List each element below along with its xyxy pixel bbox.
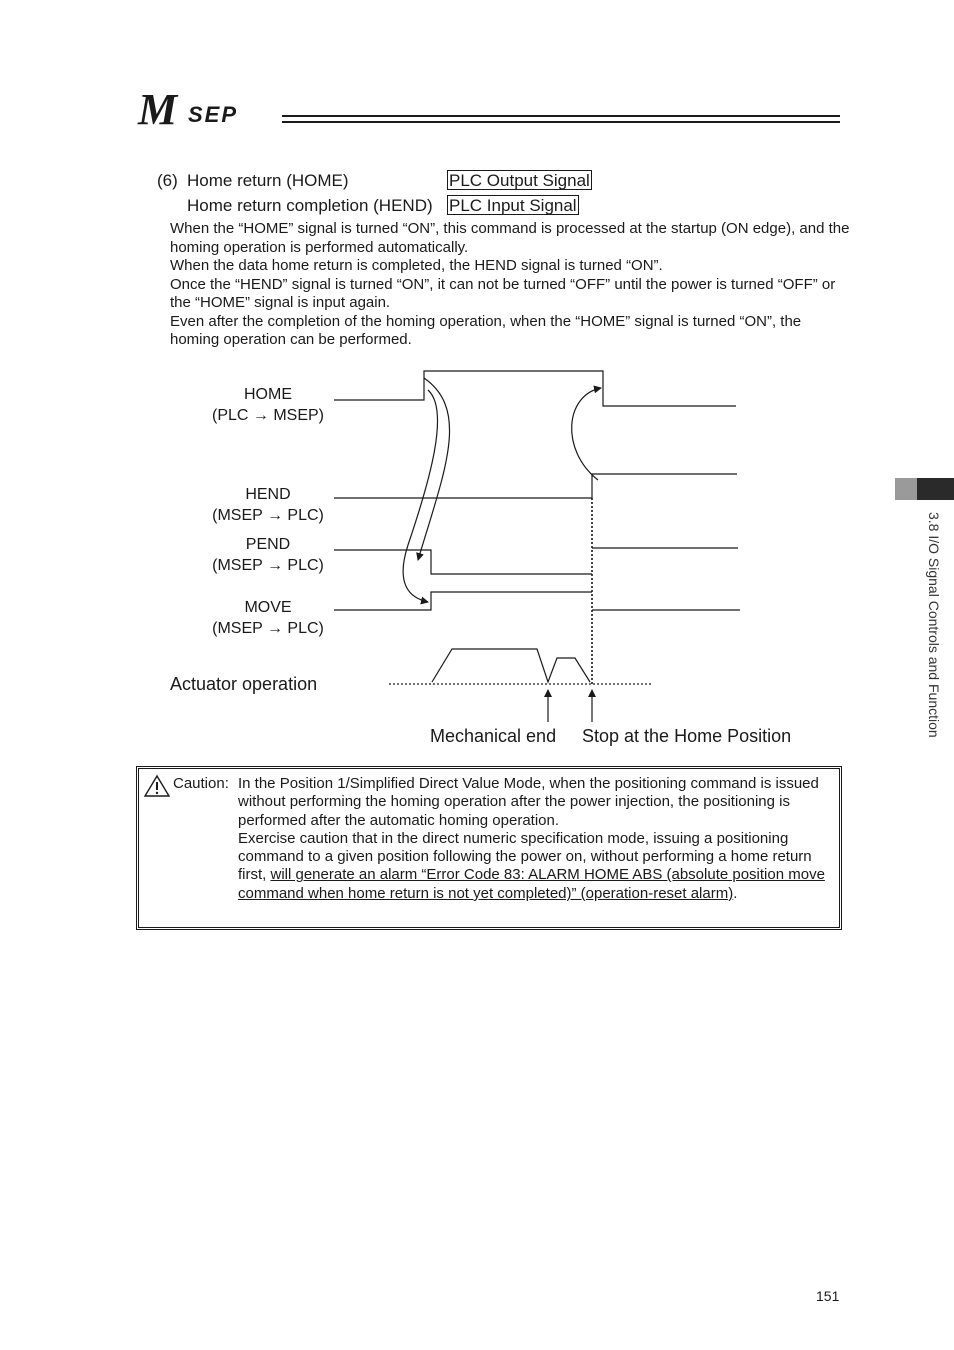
caution-paragraph-1: In the Position 1/Simplified Direct Value Mode, when the positioning command is issued without performing the homing operation after the power injection, the positioning is performed after the automatic homing operation. bbox=[238, 775, 819, 829]
signal-home-dir: (PLC → MSEP) bbox=[211, 406, 324, 424]
section-hend-label: Home return completion (HEND) bbox=[187, 196, 433, 215]
logo-m: M bbox=[138, 85, 176, 134]
side-tab-label: 3.8 I/O Signal Controls and Function bbox=[926, 512, 942, 738]
actuator-operation-label: Actuator operation bbox=[170, 674, 318, 694]
plc-output-signal-badge: PLC Output Signal bbox=[449, 171, 590, 190]
description-line-1: When the “HOME” signal is turned “ON”, this command is processed at the startup (ON edge), and the homing operation is performed automatically. bbox=[170, 220, 850, 256]
signal-hend-name: HEND bbox=[245, 486, 291, 503]
signal-move-name: MOVE bbox=[244, 599, 292, 616]
signal-pend-name: PEND bbox=[245, 536, 291, 553]
description-line-2: When the data home return is completed, the HEND signal is turned “ON”. bbox=[170, 257, 663, 274]
caution-paragraph-2-plain: Exercise caution that in the direct numeric specification mode, issuing a positioning command to a given position following the power on, without performing a home return first, bbox=[238, 829, 812, 884]
hend-to-home-arrow bbox=[572, 388, 601, 480]
actuator-profile bbox=[432, 649, 590, 682]
caution-paragraph-2 bbox=[238, 830, 833, 903]
signal-move-dir: (MSEP → PLC) bbox=[212, 619, 324, 637]
mechanical-end-label: Mechanical end bbox=[430, 726, 557, 746]
home-to-move-arrow bbox=[403, 390, 437, 602]
signal-home-name: HOME bbox=[244, 386, 292, 403]
warning-icon bbox=[143, 774, 171, 798]
home-waveform bbox=[334, 371, 736, 406]
logo-sep: SEP bbox=[188, 102, 239, 127]
signal-hend-dir: (MSEP → PLC) bbox=[212, 506, 324, 524]
caution-label: Caution: bbox=[173, 775, 229, 792]
section-number: (6) bbox=[157, 171, 178, 190]
signal-pend-dir: (MSEP → PLC) bbox=[212, 556, 324, 574]
stop-home-label: Stop at the Home Position bbox=[582, 726, 792, 746]
description-line-4: Even after the completion of the homing operation, when the “HOME” signal is turned “ON”, the homing operation can be performed. bbox=[170, 312, 802, 348]
section-home-label: Home return (HOME) bbox=[187, 171, 349, 190]
move-waveform-1 bbox=[334, 592, 592, 610]
plc-input-signal-badge: PLC Input Signal bbox=[449, 196, 577, 215]
description-line-3: Once the “HEND” signal is turned “ON”, it can not be turned “OFF” until the power is turned “OFF” or the “HOME” signal is input again. bbox=[170, 275, 836, 311]
caution-paragraph-2-end: . bbox=[733, 884, 738, 902]
pend-waveform-1 bbox=[334, 550, 592, 574]
caution-text bbox=[238, 775, 833, 903]
page-number: 151 bbox=[816, 1288, 840, 1304]
caution-alarm-warning: will generate an alarm “Error Code 83: ALARM HOME ABS (absolute position move command when home return is not yet completed)” (operation-reset alarm) bbox=[238, 866, 825, 902]
home-to-pend-arrow bbox=[418, 378, 450, 560]
hend-waveform bbox=[334, 474, 737, 498]
